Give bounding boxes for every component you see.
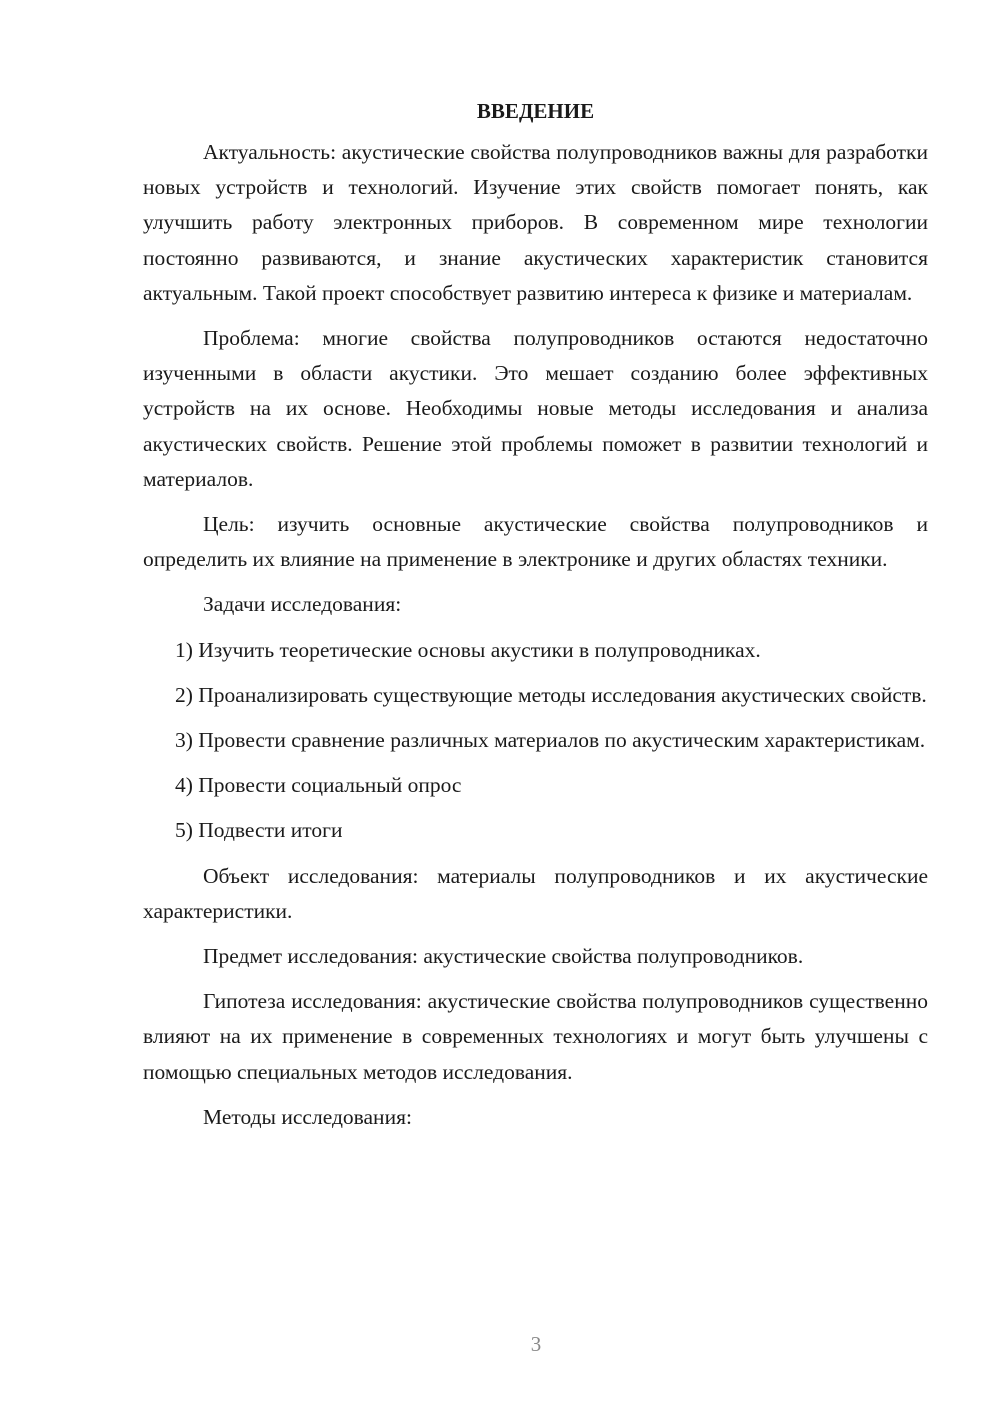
page-number: 3 (530, 1332, 542, 1356)
paragraph-problem: Проблема: многие свойства полупроводников остаются недостаточно изученными в области акустики. Это мешает созданию более эффективных устройств на их основе. Необходимы новые методы исследования и анализа акустических свойств. Решение этой проблемы поможет в развитии технологий и материалов. (143, 326, 928, 491)
paragraph-methods: Методы исследования: (203, 1104, 412, 1129)
task-item-1: 1) Изучить теоретические основы акустики в полупроводниках. (175, 637, 761, 662)
document-page (143, 95, 928, 1145)
paragraph-subject: Предмет исследования: акустические свойства полупроводников. (203, 944, 804, 969)
paragraph-hypothesis: Гипотеза исследования: акустические свойства полупроводников существенно влияют на их применение в современных технологиях и могут быть улучшены с помощью специальных методов исследования. (143, 989, 928, 1084)
task-item-5: 5) Подвести итоги (175, 818, 343, 843)
task-item-4: 4) Провести социальный опрос (175, 773, 462, 798)
paragraph-relevance: Актуальность: акустические свойства полупроводников важны для разработки новых устройств и технологий. Изучение этих свойств помогает понять, как улучшить работу электронных приборов. В современном мире технологии постоянно развиваются, и знание акустических характеристик становится актуальным. Такой проект способствует развитию интереса к физике и материалам. (143, 140, 928, 305)
section-title: ВВЕДЕНИЕ (476, 99, 595, 123)
task-item-2: 2) Проанализировать существующие методы исследования акустических свойств. (175, 682, 927, 707)
paragraph-goal: Цель: изучить основные акустические свойства полупроводников и определить их влияние на применение в электронике и других областях техники. (143, 512, 928, 572)
task-item-3: 3) Провести сравнение различных материалов по акустическим характеристикам. (175, 728, 926, 753)
paragraph-object: Объект исследования: материалы полупроводников и их акустические характеристики. (143, 863, 928, 923)
paragraph-tasks-heading: Задачи исследования: (203, 592, 402, 617)
